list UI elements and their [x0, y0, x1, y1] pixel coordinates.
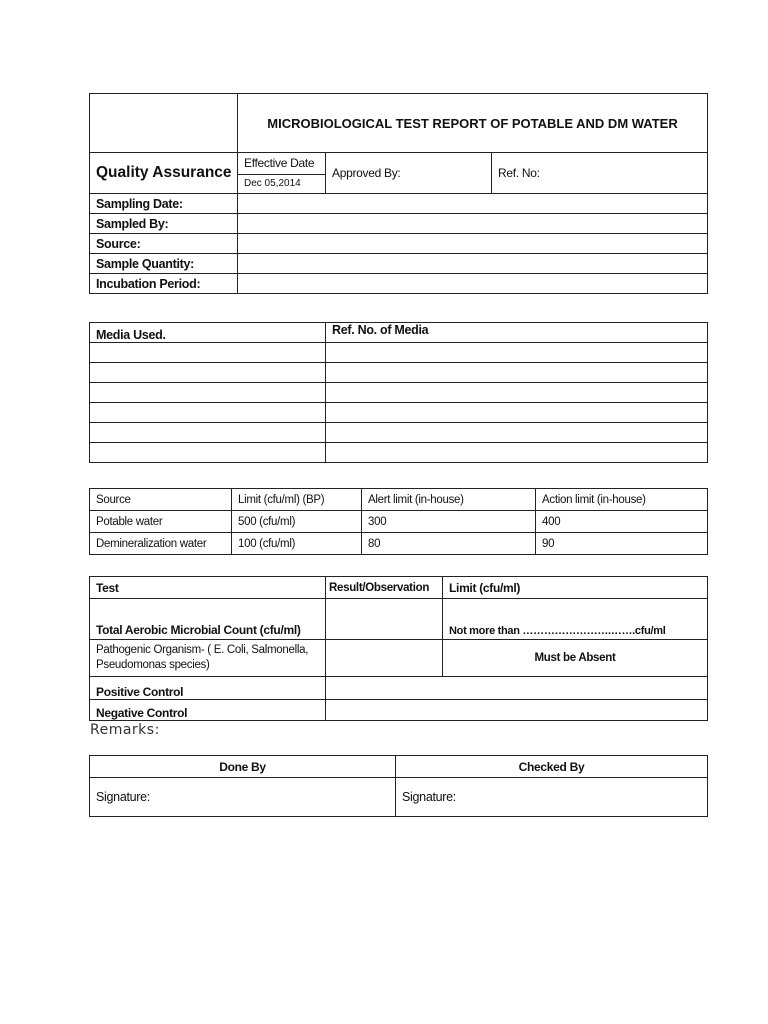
positive-control-result[interactable]	[326, 677, 708, 700]
done-by-signature-field[interactable]: Signature:	[90, 778, 396, 817]
limits-row-alert: 300	[362, 511, 536, 533]
tests-table	[89, 576, 708, 721]
positive-control-label: Positive Control	[90, 677, 326, 700]
tamc-limit: Not more than …………………….…….cfu/ml	[443, 599, 708, 640]
media-ref-cell[interactable]	[326, 363, 708, 383]
limits-header-bp: Limit (cfu/ml) (BP)	[232, 489, 362, 511]
pathogen-result-cell[interactable]	[326, 640, 443, 677]
incubation-period-field[interactable]	[238, 274, 708, 294]
media-ref-cell[interactable]	[326, 343, 708, 363]
tests-header-test: Test	[90, 577, 326, 599]
incubation-period-label: Incubation Period:	[90, 274, 238, 294]
limits-row-source: Demineralization water	[90, 533, 232, 555]
media-used-cell[interactable]	[90, 383, 326, 403]
done-by-header: Done By	[90, 756, 396, 778]
media-ref-cell[interactable]	[326, 443, 708, 463]
sampling-date-label: Sampling Date:	[90, 194, 238, 214]
limits-header-action: Action limit (in-house)	[536, 489, 708, 511]
tamc-label: Total Aerobic Microbial Count (cfu/ml)	[90, 599, 326, 640]
limits-row-action: 90	[536, 533, 708, 555]
effective-date-label: Effective Date	[238, 153, 326, 175]
media-ref-cell[interactable]	[326, 383, 708, 403]
tests-header-limit: Limit (cfu/ml)	[443, 577, 708, 599]
media-table	[89, 322, 708, 463]
source-label: Source:	[90, 234, 238, 254]
checked-by-signature-field[interactable]: Signature:	[396, 778, 708, 817]
media-ref-cell[interactable]	[326, 403, 708, 423]
limits-table	[89, 488, 708, 555]
ref-no-field[interactable]: Ref. No:	[492, 153, 708, 194]
media-used-cell[interactable]	[90, 363, 326, 383]
tests-header-result: Result/Observation	[326, 577, 443, 599]
sampled-by-field[interactable]	[238, 214, 708, 234]
limits-row-action: 400	[536, 511, 708, 533]
limits-row-alert: 80	[362, 533, 536, 555]
sampling-date-field[interactable]	[238, 194, 708, 214]
pathogen-label	[90, 640, 326, 677]
checked-by-header: Checked By	[396, 756, 708, 778]
source-field[interactable]	[238, 234, 708, 254]
negative-control-label: Negative Control	[90, 700, 326, 721]
media-ref-header: Ref. No. of Media	[326, 323, 708, 343]
media-used-cell[interactable]	[90, 403, 326, 423]
media-used-header: Media Used.	[90, 323, 326, 343]
sample-quantity-field[interactable]	[238, 254, 708, 274]
pathogen-limit: Must be Absent	[443, 640, 708, 677]
report-header-table	[89, 93, 708, 294]
remarks-label: Remarks:	[90, 722, 160, 738]
negative-control-result[interactable]	[326, 700, 708, 721]
limits-row-bp: 100 (cfu/ml)	[232, 533, 362, 555]
signoff-table	[89, 755, 708, 817]
limits-row-bp: 500 (cfu/ml)	[232, 511, 362, 533]
header-blank-cell	[90, 94, 238, 153]
media-used-cell[interactable]	[90, 443, 326, 463]
department-label: Quality Assurance	[90, 153, 238, 194]
limits-row-source: Potable water	[90, 511, 232, 533]
sampled-by-label: Sampled By:	[90, 214, 238, 234]
effective-date-value: Dec 05,2014	[238, 174, 326, 193]
pathogen-label-line1: Pathogenic Organism- ( E. Coli, Salmonella,	[96, 644, 309, 656]
report-title: MICROBIOLOGICAL TEST REPORT OF POTABLE AND DM WATER	[238, 94, 708, 153]
pathogen-label-line2: Pseudomonas species)	[96, 659, 210, 671]
limits-header-alert: Alert limit (in-house)	[362, 489, 536, 511]
approved-by-field[interactable]: Approved By:	[326, 153, 492, 194]
sample-quantity-label: Sample Quantity:	[90, 254, 238, 274]
media-ref-cell[interactable]	[326, 423, 708, 443]
tamc-result-cell[interactable]	[326, 599, 443, 640]
limits-header-source: Source	[90, 489, 232, 511]
media-used-cell[interactable]	[90, 423, 326, 443]
media-used-cell[interactable]	[90, 343, 326, 363]
